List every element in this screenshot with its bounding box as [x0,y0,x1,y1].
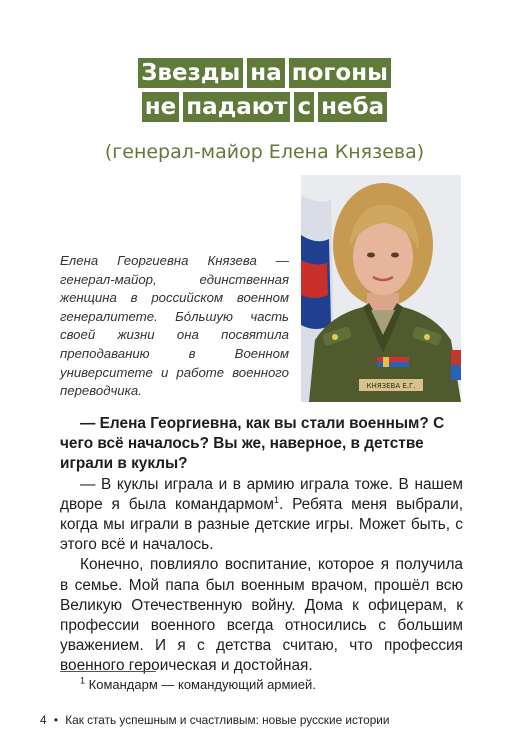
page-footer [40,713,393,727]
title-word: на [247,58,284,88]
footnote-divider [60,671,156,672]
book-title: Как стать успешным и счастливым: новые русские истории [65,713,390,727]
footnote [80,677,316,692]
bio-text: Елена Георгиевна Князева — генерал-майор, единственная женщина в российском военном генералитете. Бóльшую часть своей жизни она посвятила преподаванию в Военном университете и работе военного переводчика. [60,253,289,399]
title-line-2 [0,92,529,122]
chapter-title [0,58,529,126]
title-word: падают [183,92,290,122]
footnote-mark: 1 [80,675,86,686]
uniform-name-badge: КНЯЗЕВА Е.Г. [366,382,416,390]
chapter-subtitle: (генерал-майор Елена Князева) [104,141,425,163]
interview-question: — Елена Георгиевна, как вы стали военным? С чего всё началось? Вы же, наверное, в детстве играли в куклы? [60,415,445,473]
title-word: неба [318,92,387,122]
portrait-photo [301,175,461,402]
title-line-1 [0,58,529,88]
footer-bullet: • [53,713,58,727]
interview-answer: Конечно, повлияло воспитание, которое я получила в семье. Мой папа был военным врачом, прошёл всю Великую Отечественную войну. Дома к офицерам, к профессии военного всегда относились с большим уважением. И я с детства считаю, что профессия военного героическая и достойная. [60,556,463,675]
footnote-reference[interactable]: 1 [273,494,279,505]
answer-text-part: . Ребята меня выбрали, когда мы играли в разные детские игры. Может быть, с этого всё и началось. [60,495,464,554]
title-word: не [142,92,180,122]
footnote-text: Командарм — командующий армией. [88,677,316,692]
answer-text-part: — В куклы играла и в армию играла тоже. В нашем дворе я была командармом [60,475,463,513]
interview-answer [60,475,463,556]
title-word: Звезды [138,58,243,88]
biography-intro [60,252,289,401]
page-number: 4 [40,713,47,727]
title-word: с [294,92,314,122]
interview-text [60,414,463,677]
title-word: погоны [289,58,391,88]
